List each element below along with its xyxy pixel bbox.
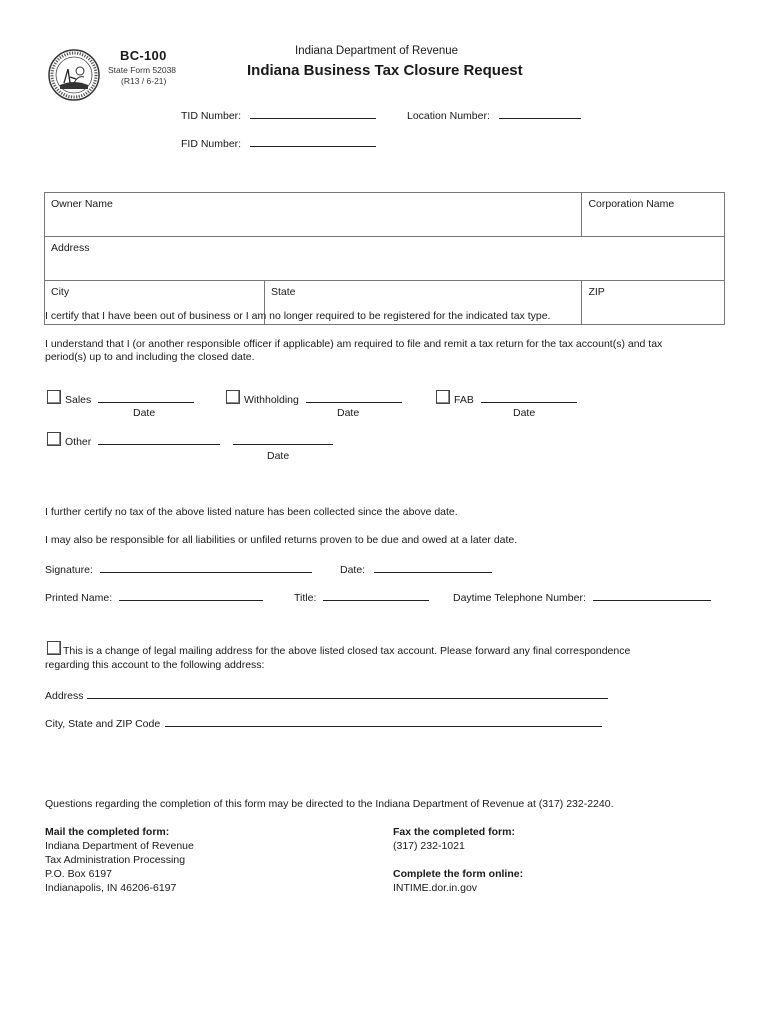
title-label: Title: <box>294 592 317 604</box>
further-certify-paragraph: I further certify no tax of the above listed nature has been collected since the above date. <box>45 506 458 518</box>
mail-address-line: Indianapolis, IN 46206-6197 <box>45 882 177 894</box>
online-heading: Complete the form online: <box>393 868 524 880</box>
daytime-phone-field[interactable] <box>453 589 711 604</box>
signature-date-line[interactable] <box>374 561 492 573</box>
owner-name-label: Owner Name <box>51 198 113 210</box>
daytime-phone-line[interactable] <box>593 589 711 601</box>
understand-paragraph-line2: period(s) up to and including the closed date. <box>45 351 255 363</box>
location-number-line[interactable] <box>499 107 581 119</box>
signature-date-field[interactable] <box>340 561 492 576</box>
title-field[interactable] <box>294 589 429 604</box>
fid-number-line[interactable] <box>250 135 376 147</box>
fax-heading: Fax the completed form: <box>393 826 515 838</box>
sales-date-label: Date <box>133 407 156 419</box>
mail-address-line: Indiana Department of Revenue <box>45 840 194 852</box>
state-seal-logo <box>48 49 100 101</box>
signature-date-label: Date: <box>340 564 366 576</box>
other-date-line[interactable] <box>233 433 333 445</box>
tid-number-line[interactable] <box>250 107 376 119</box>
fab-checkbox[interactable] <box>436 390 450 404</box>
new-address-line[interactable] <box>87 687 608 699</box>
new-address-field[interactable] <box>45 687 608 702</box>
address-change-option[interactable] <box>47 641 630 657</box>
new-city-state-zip-label: City, State and ZIP Code <box>45 718 161 730</box>
certify-paragraph: I certify that I have been out of business or I am no longer required to be registered for the indicated tax type. <box>45 310 551 322</box>
owner-name-cell[interactable] <box>45 193 582 237</box>
fid-number-label: FID Number: <box>181 138 242 150</box>
other-checkbox[interactable] <box>47 432 61 446</box>
new-city-state-zip-line[interactable] <box>165 715 602 727</box>
taxpayer-info-grid <box>44 192 725 325</box>
mail-heading: Mail the completed form: <box>45 826 170 838</box>
signature-line[interactable] <box>100 561 312 573</box>
location-number-label: Location Number: <box>407 110 490 122</box>
fax-number: (317) 232-1021 <box>393 840 465 852</box>
mail-address-line: Tax Administration Processing <box>45 854 186 866</box>
sales-label: Sales <box>65 394 92 406</box>
fid-number-field[interactable] <box>181 135 376 150</box>
questions-text: Questions regarding the completion of this form may be directed to the Indiana Department of Revenue at (317) 232-2240. <box>45 798 614 810</box>
title-line[interactable] <box>323 589 429 601</box>
new-city-state-zip-field[interactable] <box>45 715 602 730</box>
daytime-phone-label: Daytime Telephone Number: <box>453 592 586 604</box>
withholding-checkbox[interactable] <box>226 390 240 404</box>
address-change-text-line1: This is a change of legal mailing address for the above listed closed tax account. Please forward any final correspondence <box>63 645 631 657</box>
signature-field[interactable] <box>45 561 312 576</box>
form-revision: (R13 / 6-21) <box>121 76 167 86</box>
address-change-text-line2: regarding this account to the following address: <box>45 659 265 671</box>
fab-date-line[interactable] <box>481 391 577 403</box>
zip-label: ZIP <box>588 286 605 298</box>
tid-number-field[interactable] <box>181 107 376 122</box>
state-form-number: State Form 52038 <box>108 65 177 75</box>
city-label: City <box>51 286 70 298</box>
mail-address-line: P.O. Box 6197 <box>45 868 112 880</box>
form-code: BC-100 <box>120 48 167 63</box>
sales-option[interactable] <box>47 390 194 406</box>
agency-name: Indiana Department of Revenue <box>295 45 459 57</box>
withholding-label: Withholding <box>244 394 299 406</box>
corporation-name-label: Corporation Name <box>588 198 675 210</box>
form-title: Indiana Business Tax Closure Request <box>247 62 523 79</box>
other-date-label: Date <box>267 450 290 462</box>
corporation-name-cell[interactable] <box>582 193 725 237</box>
state-label: State <box>271 286 296 298</box>
online-url[interactable]: INTIME.dor.in.gov <box>393 882 478 894</box>
address-change-checkbox[interactable] <box>47 641 61 655</box>
sales-checkbox[interactable] <box>47 390 61 404</box>
other-description-line[interactable] <box>98 433 220 445</box>
understand-paragraph-line1: I understand that I (or another responsible officer if applicable) am required to file and remit a tax return for the tax account(s) and tax <box>45 338 663 350</box>
zip-cell[interactable] <box>582 281 725 325</box>
withholding-date-line[interactable] <box>306 391 402 403</box>
tid-number-label: TID Number: <box>181 110 242 122</box>
sales-date-line[interactable] <box>98 391 194 403</box>
withholding-option[interactable] <box>226 390 402 406</box>
printed-name-line[interactable] <box>119 589 263 601</box>
printed-name-field[interactable] <box>45 589 263 604</box>
liability-paragraph: I may also be responsible for all liabilities or unfiled returns proven to be due and owed at a later date. <box>45 534 518 546</box>
address-label: Address <box>51 242 90 254</box>
other-label: Other <box>65 436 92 448</box>
new-address-label: Address <box>45 690 84 702</box>
address-cell[interactable] <box>45 237 725 281</box>
other-option[interactable] <box>47 432 333 448</box>
withholding-date-label: Date <box>337 407 360 419</box>
location-number-field[interactable] <box>407 107 581 122</box>
fab-option[interactable] <box>436 390 577 406</box>
fab-date-label: Date <box>513 407 536 419</box>
printed-name-label: Printed Name: <box>45 592 113 604</box>
fab-label: FAB <box>454 394 474 406</box>
signature-label: Signature: <box>45 564 93 576</box>
